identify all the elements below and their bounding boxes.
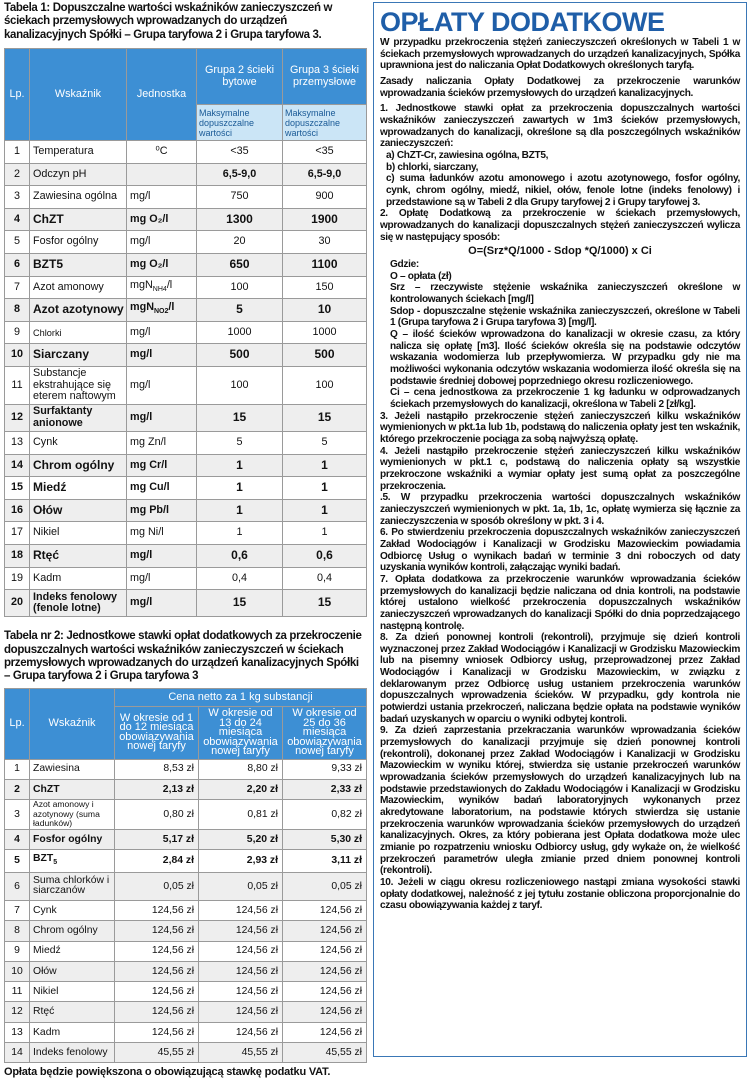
right-column (373, 2, 747, 1057)
point-1a: a) ChZT-Cr, zawiesina ogólna, BZT5, (386, 149, 549, 161)
table1-header-max2: Maksymalne dopuszczalne wartości (197, 105, 283, 141)
table1-header-grupa2: Grupa 2 ścieki bytowe (197, 49, 283, 105)
table-row: 12 Surfaktanty anionowe mg/l 15 15 (5, 404, 367, 431)
def-srz: Srz – rzeczywiste stężenie wskaźnika zanieczyszczeń określone w kontrolowanych ściekach [mg/l] (390, 282, 740, 306)
table-row: 5 $BZT_5$ 2,84 zł 2,93 zł 3,11 zł (5, 849, 367, 872)
point-2: 2. Opłatę Dodatkową za przekroczenie w ściekach przemysłowych, wprowadzanych do kanalizacji dopuszczalnych stężeń zanieczyszczeń wylicza się w następujący sposób: (380, 208, 740, 243)
table-row: 6 BZT5 mg O₂/l 650 1100 (5, 253, 367, 276)
table-row: 20 Indeks fenolowy (fenole lotne) mg/l 15 15 (5, 590, 367, 617)
table-row: 17 Nikiel mg Ni/l 1 1 (5, 522, 367, 545)
table-row: 13 Kadm 124,56 zł 124,56 zł 124,56 zł (5, 1022, 367, 1042)
gdzie-label: Gdzie: (390, 259, 419, 271)
point-10: 10. Jeżeli w ciągu okresu rozliczeniowego nastąpi zmiana wysokości stawki opłaty dodatkowej, należność z jej tytułu zostanie obliczona proporcjonalnie do czasu obowiązywania każdej z taryf. (380, 876, 740, 912)
table1-header-grupa3: Grupa 3 ścieki przemysłowe (283, 49, 367, 105)
table-row: 15 Miedź mg Cu/l 1 1 (5, 477, 367, 500)
table-row: 9 Miedź 124,56 zł 124,56 zł 124,56 zł (5, 941, 367, 961)
table1 (4, 48, 367, 617)
table-row: 3 Azot amonowy i azotynowy (suma ładunków) 0,80 zł 0,81 zł 0,82 zł (5, 800, 367, 830)
point-8: 8. Za dzień ponownej kontroli (rekontroli), przyjmuje się dzień kontroli wyznaczonej przez Zakład Wodociągów i Kanalizacji w Grodzisku Mazowieckim lub na pisemny wniosek Odbiorcy usług, przeprowadzonej przez Zakład Wodociągów i Kanalizacji w Grodzisku Mazowieckim, w związku z deklarowanym przez Odbiorcę usług ustaniem przekroczenia warunków dopuszczalnych wprowadzenia ścieków. W przypadku, gdy kontrola nie potwierdzi ustania przekroczeń, naliczana będzie opłata na podstawie wyników badań uzyskanych w oparciu o wyniki odbytej kontroli. (380, 632, 740, 725)
point-7: 7. Opłata dodatkowa za przekroczenie warunków wprowadzania ścieków przemysłowych do kanalizacji będzie naliczana od dnia kontroli, na podstawie której ustalono wielkość przekroczenia dopuszczalnych wskaźników zanieczyszczeń wprowadzanych do kanalizacji Spółki do dnia poprzedzającego następną kontrolę. (380, 573, 740, 632)
point-6: 6. Po stwierdzeniu przekroczenia dopuszczalnych wskaźników zanieczyszczeń Zakład Wodociągów i Kanalizacji w Grodzisku Mazowieckim powiadamia Odbiorcę Usług o wynikach badań w terminie 3 dni roboczych od daty uzyskania wyników kontroli, załączając wyniki badań. (380, 527, 740, 574)
left-column (4, 2, 366, 1078)
table-row: 19 Kadm mg/l 0,4 0,4 (5, 567, 367, 590)
table-row: 16 Ołów mg Pb/l 1 1 (5, 499, 367, 522)
table-row: 2 ChZT 2,13 zł 2,20 zł 2,33 zł (5, 779, 367, 799)
table-row: 10 Ołów 124,56 zł 124,56 zł 124,56 zł (5, 961, 367, 981)
table-row: 7 Azot amonowy mgN$_{NH4}$/l 100 150 (5, 276, 367, 299)
table-row: 14 Indeks fenolowy 45,55 zł 45,55 zł 45,55 zł (5, 1043, 367, 1063)
table-row: 3 Zawiesina ogólna mg/l 750 900 (5, 186, 367, 209)
vat-note: Opłata będzie powiększona o obowiązującą stawkę podatku VAT. (4, 1066, 331, 1078)
table-row: 1 Temperatura ⁰C <35 <35 (5, 141, 367, 164)
table2-header-lp: Lp. (5, 689, 30, 760)
page-title: OPŁATY DODATKOWE (380, 7, 665, 37)
table-row: 5 Fosfor ogólny mg/l 20 30 (5, 231, 367, 254)
point-1: 1. Jednostkowe stawki opłat za przekroczenia dopuszczalnych wartości wskaźników zanieczyszczeń zawartych w 1m3 ścieków przemysłowych, wprowadzanych do kanalizacji, określone są dla poszczególnych wskaźników zanieczyszczeń: (380, 103, 740, 150)
table-row: 6 Suma chlorków i siarczanów 0,05 zł 0,05 zł 0,05 zł (5, 872, 367, 900)
table-row: 11 Substancje ekstrahujące się eterem naftowym mg/l 100 100 (5, 366, 367, 404)
fee-formula: O=(Srz*Q/1000 - Sdop *Q/1000) x Ci (468, 245, 652, 258)
table-row: 4 Fosfor ogólny 5,17 zł 5,20 zł 5,30 zł (5, 829, 367, 849)
table2-header-cena: Cena netto za 1 kg substancji (115, 689, 367, 707)
table2-header-p3: W okresie od 25 do 36 miesiąca obowiązywania nowej taryfy (283, 707, 367, 760)
table-row: 11 Nikiel 124,56 zł 124,56 zł 124,56 zł (5, 982, 367, 1002)
table-row: 1 Zawiesina 8,53 zł 8,80 zł 9,33 zł (5, 759, 367, 779)
table-row: 14 Chrom ogólny mg Cr/l 1 1 (5, 454, 367, 477)
def-o: O – opłata (zł) (390, 270, 452, 282)
table1-header-max3: Maksymalne dopuszczalne wartości (283, 105, 367, 141)
zasady-heading: Zasady naliczania Opłaty Dodatkowej za przekroczenie warunków wprowadzania ścieków przemysłowych do urządzeń kanalizacyjnych. (380, 75, 740, 99)
table2-header-p1: W okresie od 1 do 12 miesiąca obowiązywania nowej taryfy (115, 707, 199, 760)
table1-header-lp: Lp. (5, 49, 30, 141)
intro-text: W przypadku przekroczenia stężeń zanieczyszczeń określonych w Tabeli 1 w ściekach przemysłowych wprowadzanych do urządzeń kanalizacyjnych, Spółka uprawniona jest do naliczania Opłat Dodatkowych określonych taryfą. (380, 37, 740, 72)
table2-header-p2: W okresie od 13 do 24 miesiąca obowiązywania nowej taryfy (199, 707, 283, 760)
point-1b: b) chlorki, siarczany, (386, 161, 479, 173)
table-row: 13 Cynk mg Zn/l 5 5 (5, 431, 367, 454)
table-row: 2 Odczyn pH 6,5-9,0 6,5-9,0 (5, 163, 367, 186)
table2-caption: Tabela nr 2: Jednostkowe stawki opłat dodatkowych za przekroczenie dopuszczalnych wartości wskaźników zanieczyszczeń w ściekach przemysłowych wprowadzanych do urządzeń kanalizacyjnych Spółki – Grupa taryfowa 2 i Grupa taryfowa 3 (4, 630, 362, 683)
def-ci: Ci – cena jednostkowa za przekroczenie 1 kg ładunku w odprowadzanych ściekach przemysłowych do kanalizacji, określona w Tabeli 2 [zł/kg]. (390, 387, 740, 411)
def-sdop: Sdop - dopuszczalne stężenie wskaźnika zanieczyszczeń, określone w Tabeli 1 (Grupa taryfowa 2 i Grupa taryfowa 3) [mg/l]. (390, 305, 740, 329)
point-5: .5. W przypadku przekroczenia wartości dopuszczalnych wskaźników zanieczyszczeń wymienionych w pkt. 1a, 1b, 1c, opłatę wymierza się łącznie za zanieczyszczenia w sposób określony w pkt. 3 i 4. (380, 492, 740, 527)
table-row: 18 Rtęć mg/l 0,6 0,6 (5, 544, 367, 567)
table-row: 8 Azot azotynowy mgN$_{NO2}$/l 5 10 (5, 299, 367, 322)
table-row: 4 ChZT mg O₂/l 1300 1900 (5, 208, 367, 231)
table1-caption: Tabela 1: Dopuszczalne wartości wskaźników zanieczyszczeń w ściekach przemysłowych wprowadzanych do urządzeń kanalizacyjnych Spółki – Grupa taryfowa 2 i Grupa taryfowa 3. (4, 2, 333, 41)
table1-header-jednostka: Jednostka (127, 49, 197, 141)
table1-header-wskaznik: Wskaźnik (30, 49, 127, 141)
table2 (4, 688, 367, 1063)
point-4: 4. Jeżeli nastąpiło przekroczenie stężeń zanieczyszczeń kilku wskaźników wymienionych w pkt.1 c, podstawą do naliczenia opłaty są wszystkie przekroczone wskaźniki a wymiar opłaty jest sumą opłat za poszczególne przekroczenia. (380, 445, 740, 492)
table-row: 8 Chrom ogólny 124,56 zł 124,56 zł 124,56 zł (5, 921, 367, 941)
point-3: 3. Jeżeli nastąpiło przekroczenie stężeń zanieczyszczeń kilku wskaźników wymienionych w pkt.1a lub 1b, podstawą do naliczenia opłaty jest ten wskaźnik, którego przekroczenie pociąga za sobą najwyższą opłatę. (380, 410, 740, 445)
table-row: 12 Rtęć 124,56 zł 124,56 zł 124,56 zł (5, 1002, 367, 1022)
table2-header-wskaznik: Wskaźnik (30, 689, 115, 760)
table-row: 7 Cynk 124,56 zł 124,56 zł 124,56 zł (5, 900, 367, 920)
table-row: 9 Chlorki mg/l 1000 1000 (5, 321, 367, 344)
def-q: Q – ilość ścieków wprowadzona do kanalizacji w okresie czasu, za który nalicza się opłatę [m3]. Ilość ścieków określa się na podstawie odczytów wskazania wodomierza lub przepływomierza. W przypadku gdy nie ma możliwości wykonania odczytów wskazania wodomierza ilość określa się na podstawie średniej dobowej poprzedniego okresu rozliczeniowego. (390, 329, 740, 387)
table-row: 10 Siarczany mg/l 500 500 (5, 344, 367, 367)
point-1c: c) suma ładunków azotu amonowego i azotu azotynowego, fosfor ogólny, cynk, chrom ogólny, miedź, nikiel, ołów, fenole lotne (indeks fenolowy) i przedstawione są w Tabeli 2 dla Grupy taryfowej 2 i Grupy taryfowej 3. (386, 173, 740, 208)
point-9: 9. Za dzień zaprzestania przekraczania warunków wprowadzania ścieków przemysłowych do kanalizacji przyjmuje się dzień ponownej kontroli (rekontroli), dokonanej przez Zakład Wodociągów i Kanalizacji w Grodzisku Mazowieckim w wyniku której, stwierdza się ustanie przekroczeń warunków wprowadzania ścieków przemysłowych do urządzeń kanalizacyjnych lub na podstawie przedstawionych do Zakładu Wodociągów i Kanalizacji w Grodzisku Mazowieckim, wyników badań laboratoryjnych wykonanych przez akredytowane laboratorium, na podstawie których stwierdza się ustanie przekroczenia warunków wprowadzania ścieków przemysłowych do urządzeń kanalizacyjnych. Okres, za który pobierana jest Opłata dodatkowa może ulec zmianie po rozpatrzeniu wniosku Odbiorcy usług, gdy wykaże on, że wielkość przekroczeń parametrów uległa zmianie przed dniem ponownej kontroli (rekontroli). (380, 725, 740, 877)
